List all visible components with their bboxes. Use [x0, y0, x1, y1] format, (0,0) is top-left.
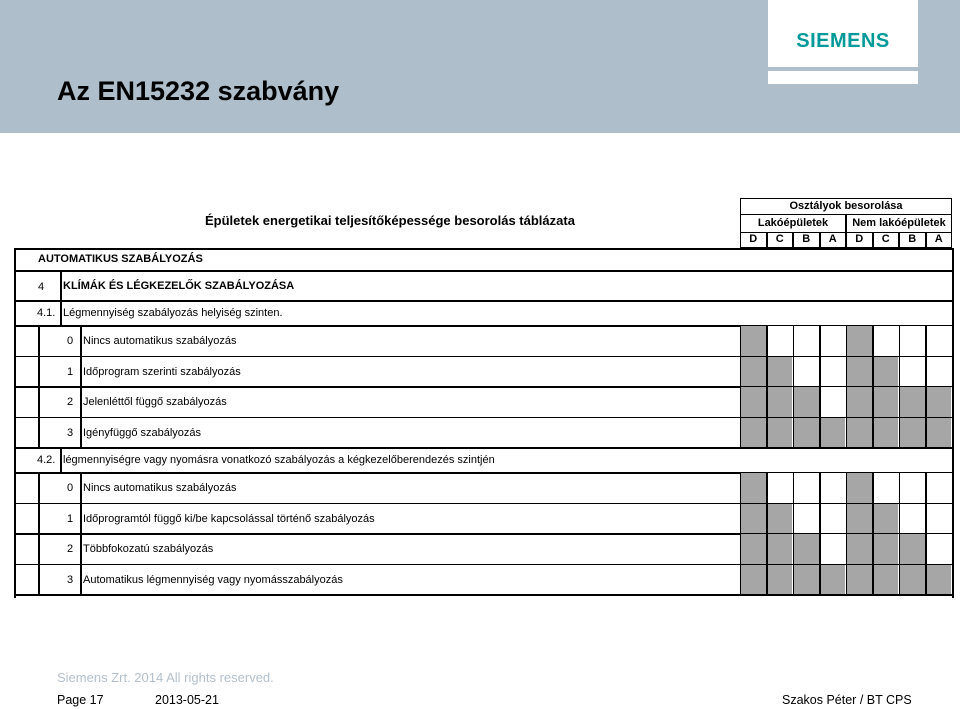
class-letter: A [820, 233, 847, 248]
class-cell-filled [899, 418, 926, 448]
class-cell-empty [767, 473, 794, 503]
class-column-rule [872, 472, 874, 503]
class-cell-filled [767, 418, 794, 448]
class-column-rule [766, 386, 768, 417]
class-column-rule [819, 356, 821, 387]
class-column-rule [819, 325, 821, 356]
class-column-rule [872, 533, 874, 564]
class-column-rule [925, 417, 927, 448]
class-cell-filled [899, 565, 926, 595]
class-cell-filled [899, 387, 926, 417]
table-rule [80, 472, 82, 503]
table-rule [38, 564, 40, 595]
class-cell-filled [846, 504, 873, 534]
class-column-rule [899, 417, 901, 448]
row-number: 1 [67, 512, 74, 525]
class-column-rule [766, 533, 768, 564]
class-column-rule [925, 564, 927, 595]
class-cell-filled [873, 387, 900, 417]
class-cell-filled [873, 357, 900, 387]
table-rule [38, 472, 40, 503]
table-rule [38, 503, 40, 534]
table-rule [38, 533, 40, 564]
class-column-rule [872, 356, 874, 387]
class-column-rule [872, 386, 874, 417]
row-label: Jelenléttől függő szabályozás [83, 396, 227, 408]
class-column-rule [793, 564, 795, 595]
class-letter: B [793, 233, 820, 248]
class-cell-empty [820, 473, 847, 503]
class-column-rule [819, 417, 821, 448]
footer-date: 2013-05-21 [155, 693, 219, 707]
class-cell-empty [820, 534, 847, 564]
class-column-rule [819, 533, 821, 564]
class-column-rule [952, 564, 954, 595]
class-cell-empty [899, 504, 926, 534]
table-rule [38, 417, 40, 448]
class-letter: D [846, 233, 873, 248]
slide-title: Az EN15232 szabvány [57, 76, 340, 106]
class-cell-empty [793, 357, 820, 387]
row-number: 0 [67, 335, 74, 347]
class-column-rule [846, 533, 848, 564]
class-cell-filled [873, 418, 900, 448]
en15232-table [0, 190, 960, 600]
class-cell-filled [873, 565, 900, 595]
class-cell-empty [873, 473, 900, 503]
class-column-rule [846, 356, 848, 387]
class-column-rule [899, 325, 901, 356]
class-cell-empty [926, 357, 953, 387]
subsection-number: 4.1. [37, 307, 56, 319]
row-number: 2 [67, 396, 74, 408]
class-cell-filled [899, 534, 926, 564]
row-number: 3 [67, 426, 74, 439]
class-column-rule [766, 325, 768, 356]
siemens-logo [768, 0, 918, 67]
row-number: 0 [67, 482, 74, 494]
class-column-rule [872, 417, 874, 448]
class-cell-filled [846, 565, 873, 595]
class-column-rule [846, 417, 848, 448]
class-column-rule [872, 503, 874, 534]
class-cell-empty [820, 326, 847, 356]
table-rule [80, 564, 82, 595]
class-column-rule [846, 325, 848, 356]
class-column-rule [740, 386, 742, 417]
class-cell-empty [926, 504, 953, 534]
class-cell-empty [793, 473, 820, 503]
subsection-number: 4.2. [37, 454, 56, 466]
class-cell-filled [846, 473, 873, 503]
logo-strip [768, 71, 918, 84]
class-column-rule [819, 386, 821, 417]
table-rule [60, 270, 62, 300]
class-column-rule [793, 503, 795, 534]
class-cell-filled [846, 326, 873, 356]
table-rule [14, 270, 952, 272]
class-column-rule [872, 564, 874, 595]
class-cell-empty [899, 357, 926, 387]
class-cell-filled [740, 504, 767, 534]
classes-header: Osztályok besorolása [740, 198, 952, 215]
table-rule [14, 300, 952, 302]
class-cell-filled [926, 418, 953, 448]
table-rule [38, 356, 40, 387]
class-column-rule [952, 386, 954, 417]
class-letter: B [899, 233, 926, 248]
class-column-rule [740, 325, 742, 356]
row-label: Nincs automatikus szabályozás [83, 335, 237, 347]
class-column-rule [925, 472, 927, 503]
class-cell-filled [767, 357, 794, 387]
class-column-rule [793, 325, 795, 356]
class-column-rule [925, 386, 927, 417]
table-rule [80, 356, 82, 387]
class-column-rule [793, 356, 795, 387]
table-rule [80, 325, 82, 356]
class-column-rule [766, 356, 768, 387]
class-column-rule [952, 325, 954, 356]
class-cell-empty [820, 387, 847, 417]
class-column-rule [952, 533, 954, 564]
row-number: 2 [67, 543, 74, 555]
class-column-rule [793, 417, 795, 448]
class-column-rule [925, 325, 927, 356]
class-cell-filled [926, 565, 953, 595]
row-label: Automatikus légmennyiség vagy nyomásszabályozás [83, 573, 343, 586]
class-column-rule [740, 356, 742, 387]
class-column-rule [899, 472, 901, 503]
class-cell-filled [820, 418, 847, 448]
class-column-rule [899, 386, 901, 417]
class-cell-empty [926, 473, 953, 503]
class-column-rule [793, 472, 795, 503]
class-column-rule [925, 503, 927, 534]
table-rule [14, 447, 952, 449]
class-column-rule [846, 503, 848, 534]
subsection-label: Légmennyiség szabályozás helyiség szinten. [63, 307, 283, 319]
group-nonresidential: Nem lakóépületek [846, 215, 952, 233]
row-label: Nincs automatikus szabályozás [83, 482, 237, 494]
class-cell-filled [740, 565, 767, 595]
class-cell-filled [846, 357, 873, 387]
class-cell-filled [873, 534, 900, 564]
class-column-rule [766, 472, 768, 503]
class-cell-empty [820, 357, 847, 387]
row-label: Többfokozatú szabályozás [83, 543, 214, 555]
table-title: Épületek energetikai teljesítőképessége besorolás táblázata [205, 213, 575, 228]
class-column-rule [766, 503, 768, 534]
class-column-rule [952, 472, 954, 503]
footer-copyright: Siemens Zrt. 2014 All rights reserved. [57, 670, 274, 685]
class-cell-filled [793, 534, 820, 564]
row-label: Igényfüggő szabályozás [83, 426, 202, 439]
class-column-rule [819, 472, 821, 503]
class-cell-empty [820, 504, 847, 534]
class-cell-filled [740, 418, 767, 448]
main-row-number: 4 [38, 281, 45, 293]
class-cell-empty [793, 326, 820, 356]
class-column-rule [899, 533, 901, 564]
class-column-rule [846, 472, 848, 503]
class-column-rule [952, 503, 954, 534]
class-letter: A [926, 233, 953, 248]
class-cell-empty [926, 326, 953, 356]
row-label: Időprogram szerinti szabályozás [83, 365, 241, 378]
class-column-rule [952, 356, 954, 387]
section-label: AUTOMATIKUS SZABÁLYOZÁS [38, 253, 203, 265]
footer-page: Page 17 [57, 693, 104, 707]
class-cell-filled [793, 387, 820, 417]
class-cell-filled [873, 504, 900, 534]
class-cell-filled [740, 534, 767, 564]
class-cell-filled [740, 326, 767, 356]
class-column-rule [766, 417, 768, 448]
class-column-rule [899, 503, 901, 534]
table-top-rule [14, 248, 952, 250]
group-residential: Lakóépületek [740, 215, 846, 233]
table-rule [60, 300, 62, 325]
class-column-rule [899, 356, 901, 387]
row-number: 1 [67, 365, 74, 378]
class-cell-filled [740, 357, 767, 387]
main-row-label: KLÍMÁK ÉS LÉGKEZELŐK SZABÁLYOZÁSA [63, 280, 295, 292]
footer-author: Szakos Péter / BT CPS [782, 693, 912, 707]
class-column-rule [846, 564, 848, 595]
class-column-rule [740, 533, 742, 564]
class-cell-filled [926, 387, 953, 417]
subsection-label: légmennyiségre vagy nyomásra vonatkozó szabályozás a kégkezelőberendezés szintjén [63, 454, 495, 466]
class-column-rule [925, 533, 927, 564]
class-column-rule [740, 503, 742, 534]
class-letter: D [740, 233, 767, 248]
class-column-rule [846, 386, 848, 417]
row-label: Időprogramtól függő ki/be kapcsolással történő szabályozás [83, 512, 375, 525]
table-rule [80, 386, 82, 417]
class-cell-filled [767, 387, 794, 417]
class-column-rule [766, 564, 768, 595]
class-column-rule [952, 417, 954, 448]
table-rule [60, 447, 62, 472]
class-column-rule [740, 472, 742, 503]
class-letter: C [873, 233, 900, 248]
class-cell-filled [767, 534, 794, 564]
class-cell-filled [846, 387, 873, 417]
class-cell-filled [740, 473, 767, 503]
class-cell-empty [793, 504, 820, 534]
class-column-rule [793, 386, 795, 417]
class-cell-filled [767, 504, 794, 534]
class-cell-empty [899, 473, 926, 503]
class-column-rule [899, 564, 901, 595]
class-cell-filled [767, 565, 794, 595]
class-cell-filled [793, 418, 820, 448]
class-column-rule [740, 564, 742, 595]
class-cell-filled [820, 565, 847, 595]
class-column-rule [793, 533, 795, 564]
class-cell-filled [846, 418, 873, 448]
table-rule [80, 503, 82, 534]
class-column-rule [819, 564, 821, 595]
class-cell-empty [873, 326, 900, 356]
table-rule [38, 386, 40, 417]
class-cell-empty [899, 326, 926, 356]
table-rule [14, 594, 952, 596]
class-cell-filled [846, 534, 873, 564]
row-number: 3 [67, 573, 74, 586]
table-rule [80, 533, 82, 564]
class-column-rule [740, 417, 742, 448]
class-cell-empty [767, 326, 794, 356]
table-rule [38, 325, 40, 356]
class-column-rule [925, 356, 927, 387]
class-column-rule [872, 325, 874, 356]
class-cell-empty [926, 534, 953, 564]
class-column-rule [819, 503, 821, 534]
class-cell-filled [740, 387, 767, 417]
logo-text: SIEMENS [796, 30, 890, 52]
table-rule [80, 417, 82, 448]
class-cell-filled [793, 565, 820, 595]
class-letter: C [767, 233, 794, 248]
